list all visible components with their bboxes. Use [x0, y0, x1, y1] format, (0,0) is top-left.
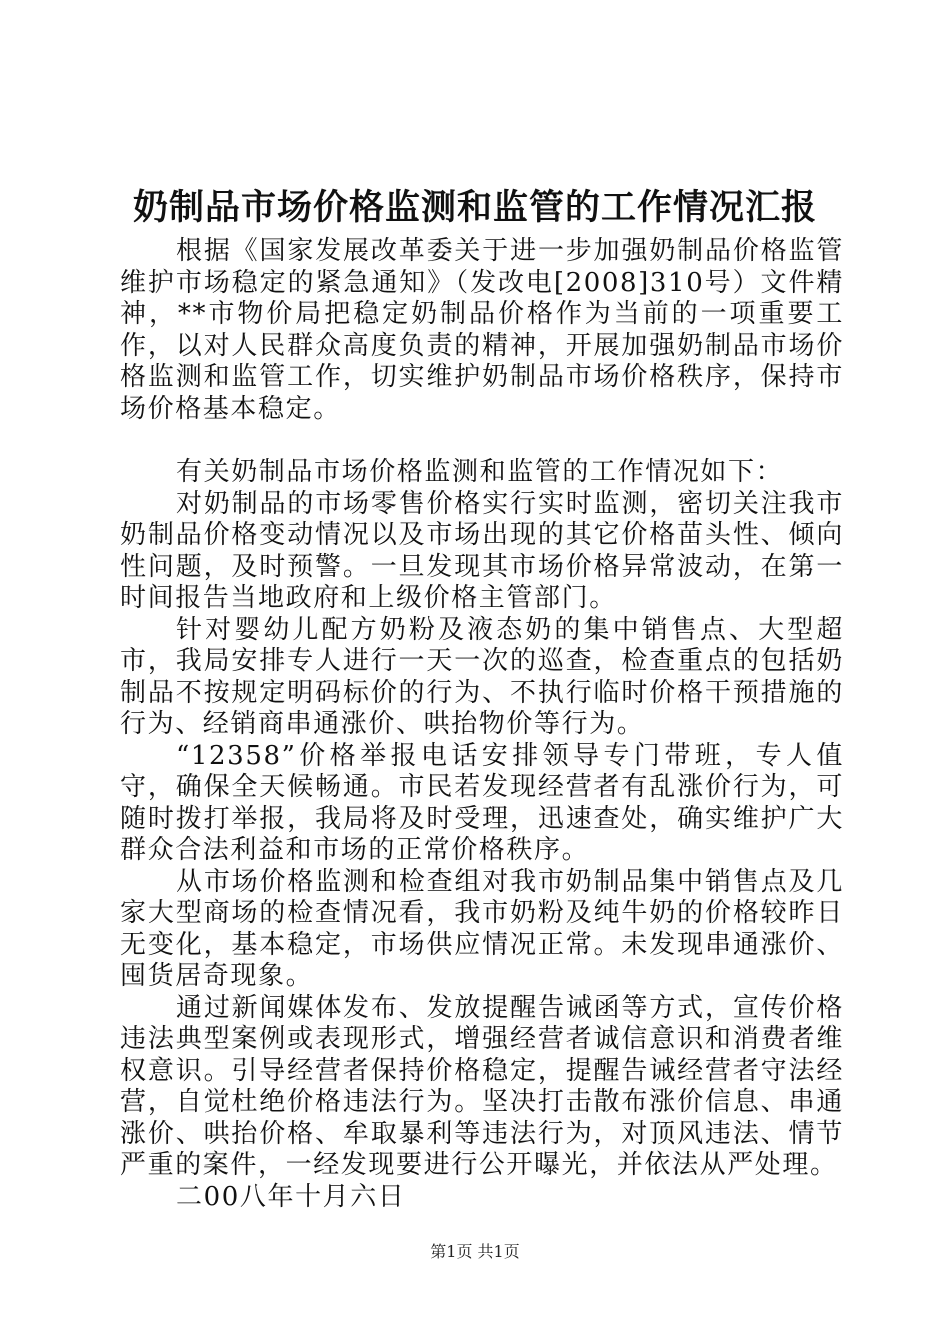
paragraph-hotline: “12358”价格举报电话安排领导专门带班，专人值守，确保全天候畅通。市民若发现经营者有乱涨价行为，可随时拨打举报，我局将及时受理，迅速查处，确实维护广大群众合法利益和市场的正常价格秩序。 — [120, 740, 844, 865]
paragraph-intro: 根据《国家发展改革委关于进一步加强奶制品价格监管维护市场稳定的紧急通知》（发改电[2008]310号）文件精神，**市物价局把稳定奶制品价格作为当前的一项重要工作，以对人民群众高度负责的精神，开展加强奶制品市场价格监测和监管工作，切实维护奶制品市场价格秩序，保持市场价格基本稳定。 — [120, 236, 844, 424]
paragraph-monitoring: 对奶制品的市场零售价格实行实时监测，密切关注我市奶制品价格变动情况以及市场出现的其它价格苗头性、倾向性问题，及时预警。一旦发现其市场价格异常波动，在第一时间报告当地政府和上级价格主管部门。 — [120, 488, 844, 613]
paragraph-findings: 从市场价格监测和检查组对我市奶制品集中销售点及几家大型商场的检查情况看，我市奶粉及纯牛奶的价格较昨日无变化，基本稳定，市场供应情况正常。未发现串通涨价、囤货居奇现象。 — [120, 866, 844, 991]
page-footer: 第1页 共1页 — [430, 1242, 520, 1261]
document-body — [120, 236, 844, 1213]
paragraph-summary-lead: 有关奶制品市场价格监测和监管的工作情况如下： — [176, 457, 784, 487]
paragraph-publicity: 通过新闻媒体发布、发放提醒告诫函等方式，宣传价格违法典型案例或表现形式，增强经营者诚信意识和消费者维权意识。引导经营者保持价格稳定，提醒告诫经营者守法经营，自觉杜绝价格违法行为。坚决打击散布涨价信息、串通涨价、哄抬价格、牟取暴利等违法行为，对顶风违法、情节严重的案件，一经发现要进行公开曝光，并依法从严处理。 — [120, 992, 844, 1180]
document-title: 奶制品市场价格监测和监管的工作情况汇报 — [132, 187, 817, 228]
paragraph-inspection: 针对婴幼儿配方奶粉及液态奶的集中销售点、大型超市，我局安排专人进行一天一次的巡查，检查重点的包括奶制品不按规定明码标价的行为、不执行临时价格干预措施的行为、经销商串通涨价、哄抬物价等行为。 — [120, 614, 844, 739]
document-date: 二00八年十月六日 — [176, 1181, 406, 1212]
